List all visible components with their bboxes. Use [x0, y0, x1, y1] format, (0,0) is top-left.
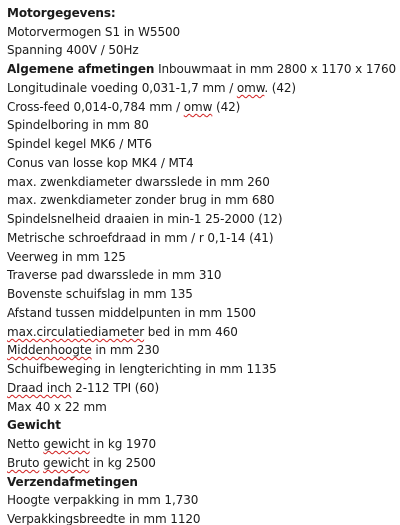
spec-line: Hoogte verpakking in mm 1,730 — [7, 493, 199, 507]
spec-line: Spindelsnelheid draaien in min-1 25-2000 (12) — [7, 212, 283, 226]
heading-motorgegevens: Motorgegevens: — [7, 6, 116, 20]
spec-line: Spanning 400V / 50Hz — [7, 43, 139, 57]
spec-line: max. zwenkdiameter dwarsslede in mm 260 — [7, 175, 270, 189]
spec-line: Spindel kegel MK6 / MT6 — [7, 137, 152, 151]
heading-algemene-afmetingen: Algemene afmetingen — [7, 62, 155, 76]
spec-line: max. zwenkdiameter zonder brug in mm 680 — [7, 193, 275, 207]
spellcheck-word: gewicht — [43, 437, 90, 451]
spec-line: Metrische schroefdraad in mm / r 0,1-14 (41) — [7, 231, 274, 245]
spec-line: Schuifbeweging in lengterichting in mm 1135 — [7, 362, 277, 376]
heading-verzendafmetingen: Verzendafmetingen — [7, 475, 138, 489]
spec-line: Spindelboring in mm 80 — [7, 118, 149, 132]
spellcheck-word: Bruto — [7, 456, 40, 470]
spellcheck-word: max.circulatiediameter — [7, 325, 145, 339]
spec-line: Longitudinale voeding 0,031-1,7 mm / omw. (42) — [7, 81, 296, 95]
spec-line: Afstand tussen middelpunten in mm 1500 — [7, 306, 256, 320]
spec-line: Algemene afmetingen Inbouwmaat in mm 2800 x 1170 x 1760 — [7, 62, 397, 76]
spec-line: Draad inch 2-112 TPI (60) — [7, 381, 160, 395]
spec-line: Veerweg in mm 125 — [7, 250, 126, 264]
spec-line: Bruto gewicht in kg 2500 — [7, 456, 156, 470]
spec-line: Verpakkingsbreedte in mm 1120 — [7, 512, 201, 525]
spellcheck-word: Middenhoogte — [7, 343, 92, 357]
spec-line: Max 40 x 22 mm — [7, 400, 107, 414]
spellcheck-word: gewicht — [43, 456, 90, 470]
spec-line: Motorvermogen S1 in W5500 — [7, 25, 181, 39]
spellcheck-word: omw — [236, 81, 265, 95]
spec-line: Bovenste schuifslag in mm 135 — [7, 287, 193, 301]
spellcheck-word: omw — [183, 100, 213, 114]
spec-line: Netto gewicht in kg 1970 — [7, 437, 157, 451]
spellcheck-word: Draad inch — [7, 381, 72, 395]
spec-line: Cross-feed 0,014-0,784 mm / omw (42) — [7, 100, 241, 114]
spec-line: Traverse pad dwarsslede in mm 310 — [7, 268, 222, 282]
spec-line: Conus van losse kop MK4 / MT4 — [7, 156, 194, 170]
spec-line: Middenhoogte in mm 230 — [7, 343, 160, 357]
spec-line: max.circulatiediameter bed in mm 460 — [7, 325, 238, 339]
heading-gewicht: Gewicht — [7, 418, 61, 432]
